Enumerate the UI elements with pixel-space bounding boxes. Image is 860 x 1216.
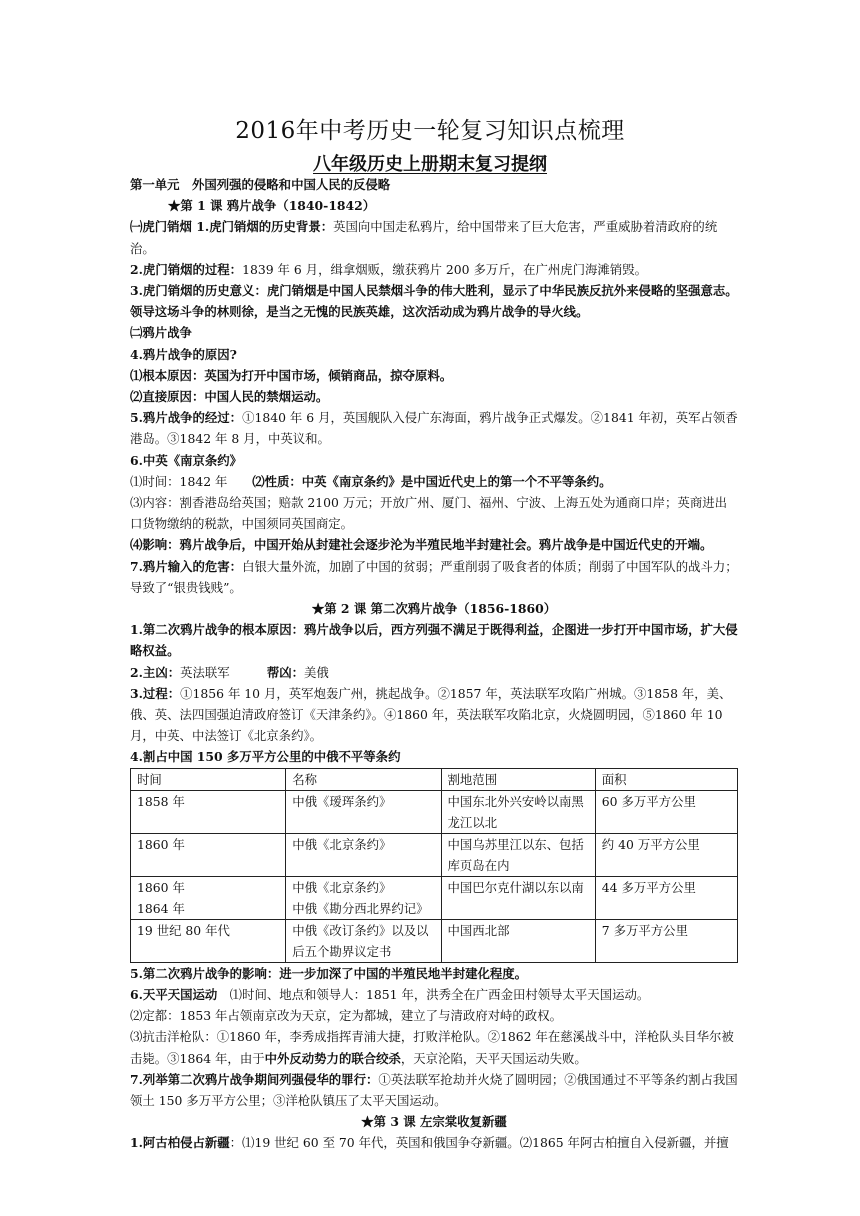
table-cell: 中国乌苏里江以东、包括库页岛在内 [441, 833, 595, 876]
text-line [130, 1026, 738, 1068]
table-cell: 7 多万平方公里 [595, 919, 737, 962]
text-line: ★第 2 课 第二次鸦片战争（1856-1860） [311, 601, 557, 617]
text-line: ⑴根本原因：英国为打开中国市场，倾销商品，掠夺原料。 [130, 367, 453, 383]
table-cell: 约 40 万平方公里 [595, 833, 737, 876]
text-line [130, 492, 738, 534]
text-line: 5.第二次鸦片战争的影响：进一步加深了中国的半殖民地半封建化程度。 [130, 965, 528, 981]
plain-text: ，天京沦陷，天平天国运动失败。 [400, 1050, 587, 1066]
text-line [130, 984, 738, 1005]
text-line [130, 471, 738, 492]
bold-text: 7.列举第二次鸦片战争期间列强侵华的罪行： [130, 1071, 379, 1087]
plain-text: ⑶抗击洋枪队：①1860 年，李秀成指挥青浦大捷，打败洋枪队。②1862 年在慈溪战斗中，洋枪队头目华尔被击毙。③1864 年，由于 [130, 1029, 734, 1066]
text-line [130, 259, 738, 280]
text-line: ⑷影响：鸦片战争后，中国开始从封建社会逐步沦为半殖民地半封建社会。鸦片战争是中国近代史的开端。 [130, 537, 713, 553]
text-line: 3.虎门销烟的历史意义：虎门销烟是中国人民禁烟斗争的伟大胜利，显示了中华民族反抗外来侵略的坚强意志。领导这场斗争的林则徐，是当之无愧的民族英雄，这次活动成为鸦片战争的导火线。 [130, 283, 738, 320]
table-header-cell: 面积 [595, 768, 737, 790]
bold-text: 1.阿古柏侵占新疆 [130, 1135, 230, 1151]
plain-text: ：⑴19 世纪 60 至 70 年代，英国和俄国争夺新疆。⑵1865 年阿古柏擅自入侵新疆，并擅 [229, 1135, 729, 1151]
table-cell: 中国巴尔克什湖以东以南 [441, 876, 595, 919]
plain-text: 白银大量外流，加剧了中国的贫弱；严重削弱了吸食者的体质；削弱了中国军队的战斗力；导致了“银贵钱贱”。 [130, 558, 738, 595]
table-cell: 中国西北部 [441, 919, 595, 962]
document-title: 2016年中考历史一轮复习知识点梳理 [235, 118, 625, 144]
bold-text: 中外反动势力的联合绞杀 [264, 1050, 401, 1066]
plain-text: ①1856 年 10 月，英军炮轰广州，挑起战争。②1857 年，英法联军攻陷广州城。③1858 年，美、俄、英、法四国强迫清政府签订《天津条约》。④1860 年，英法联军攻陷北京，火烧圆明园，⑤1860 年 10 月，中英、中法签订《北京条约》。 [130, 685, 732, 744]
plain-text: ⑶内容：割香港岛给英国；赔款 2100 万元；开放广州、厦门、福州、宁波、上海五处为通商口岸；英商进出口货物缴纳的税款，中国须同英国商定。 [130, 495, 727, 532]
text-line [130, 556, 738, 598]
table-row [131, 833, 738, 876]
text-line [130, 1069, 738, 1111]
bold-text: 7.鸦片输入的危害： [130, 558, 243, 574]
table-cell: 60 多万平方公里 [595, 790, 737, 833]
section-lesson-2-3 [130, 963, 738, 1154]
table-row [131, 876, 738, 919]
text-line: 1.第二次鸦片战争的根本原因：鸦片战争以后，西方列强不满足于既得利益，企图进一步打开中国市场，扩大侵略权益。 [130, 622, 738, 659]
table-row [131, 919, 738, 962]
table-cell: 19 世纪 80 年代 [131, 919, 286, 962]
text-line [130, 1132, 738, 1153]
bold-text: 2.主凶： [130, 664, 181, 680]
table-row [131, 790, 738, 833]
document-subtitle [0, 150, 860, 176]
plain-text: 1839 年 6 月，缉拿烟贩，缴获鸦片 200 多万斤，在广州虎门海滩销毁。 [242, 261, 647, 277]
table-cell: 1860 年 [131, 833, 286, 876]
text-line [130, 1005, 738, 1026]
plain-text: ⑴时间、地点和领导人：1851 年，洪秀全在广西金田村领导太平天国运动。 [217, 986, 650, 1002]
plain-text: ①1840 年 6 月，英国舰队入侵广东海面，鸦片战争正式爆发。②1841 年初，英军占领香港岛。③1842 年 8 月，中英议和。 [130, 410, 738, 447]
plain-text: ⑵定都：1853 年占领南京改为天京，定为都城，建立了与清政府对峙的政权。 [130, 1008, 562, 1024]
table-cell: 中国东北外兴安岭以南黑龙江以北 [441, 790, 595, 833]
table-cell: 中俄《北京条约》 [286, 833, 441, 876]
text-line: ★第 3 课 左宗棠收复新疆 [361, 1114, 507, 1130]
bold-text: ⑵性质：中英《南京条约》是中国近代史上的第一个不平等条约。 [252, 473, 612, 489]
table-header-cell: 时间 [131, 768, 286, 790]
plain-text: ①英法联军抢劫并火烧了圆明园；②俄国通过不平等条约割占我国领土 150 多万平方公里；③洋枪队镇压了太平天国运动。 [130, 1071, 738, 1108]
table-cell: 中俄《北京条约》 中俄《勘分西北界约记》 [286, 876, 441, 919]
table-cell: 44 多万平方公里 [595, 876, 737, 919]
plain-text: 美俄 [304, 664, 329, 680]
subtitle-text: 八年级历史上册期末复习提纲 [313, 154, 547, 175]
table-header-cell: 名称 [286, 768, 441, 790]
text-line: ㈡鸦片战争 [130, 325, 192, 341]
text-line: 4.鸦片战争的原因? [130, 346, 237, 362]
table-header-row [131, 768, 738, 790]
bold-text: 2.虎门销烟的过程： [130, 261, 243, 277]
text-line [130, 216, 738, 258]
plain-text: 英国向中国走私鸦片，给中国带来了巨大危害，严重威胁着清政府的统治。 [130, 219, 718, 256]
bold-text: 帮凶： [266, 664, 305, 680]
text-line: 第一单元 外国列强的侵略和中国人民的反侵略 [130, 177, 391, 192]
table-cell: 中俄《改订条约》以及以后五个勘界议定书 [286, 919, 441, 962]
bold-text: 5.鸦片战争的经过： [130, 410, 243, 426]
text-line: ⑵直接原因：中国人民的禁烟运动。 [130, 389, 329, 405]
document-body [130, 174, 738, 1154]
table-cell: 1860 年 1864 年 [131, 876, 286, 919]
text-line: ★第 1 课 鸦片战争（1840-1842） [168, 198, 376, 214]
bold-text: 3.过程： [130, 685, 181, 701]
text-line [130, 407, 738, 449]
bold-text: 6.天平天国运动 [130, 986, 218, 1002]
table-cell: 中俄《瑷珲条约》 [286, 790, 441, 833]
section-lesson-1-2 [130, 174, 738, 768]
table-header-cell: 割地范围 [441, 768, 595, 790]
text-line [130, 662, 738, 683]
plain-text: 英法联军 [180, 664, 267, 680]
text-line [130, 683, 738, 747]
bold-text: ㈠虎门销烟 1.虎门销烟的历史背景： [130, 219, 334, 235]
text-line: 4.割占中国 150 多万平方公里的中俄不平等条约 [130, 749, 401, 765]
plain-text: ⑴时间：1842 年 [130, 473, 253, 489]
table-cell: 1858 年 [131, 790, 286, 833]
text-line: 6.中英《南京条约》 [130, 452, 243, 468]
treaty-table [130, 768, 738, 963]
